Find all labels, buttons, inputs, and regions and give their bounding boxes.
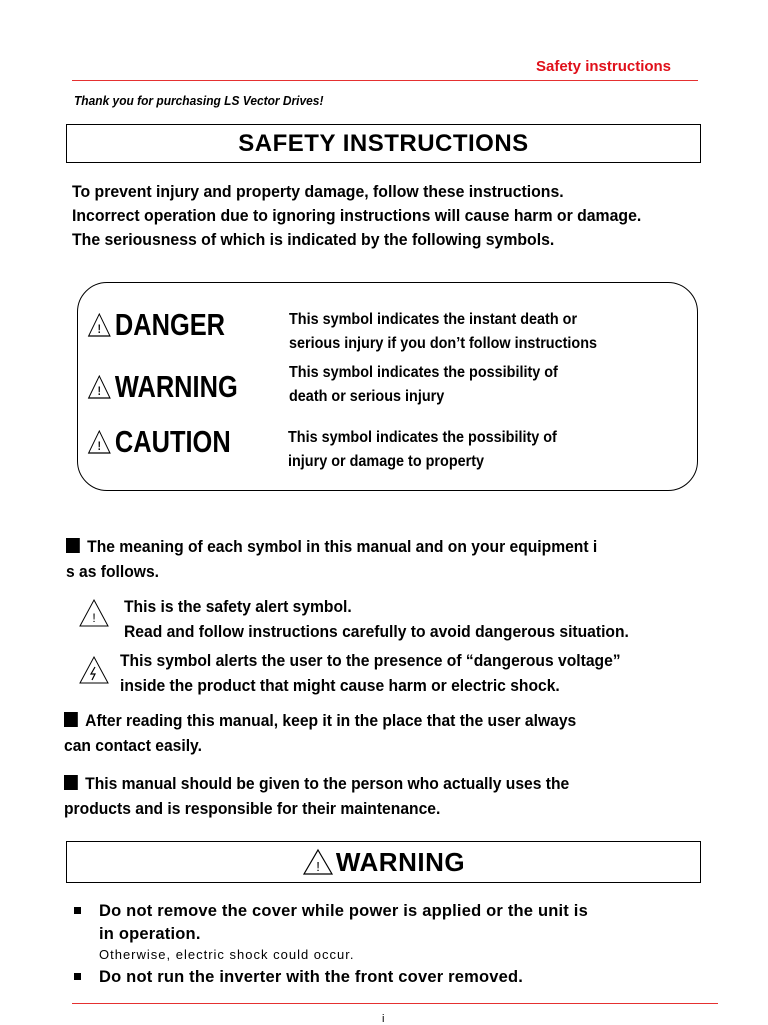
caution-label: CAUTION xyxy=(114,424,231,459)
description-line: This symbol indicates the possibility of xyxy=(288,429,557,446)
description-line: This symbol alerts the user to the presence of “dangerous voltage” xyxy=(120,651,621,670)
intro-line: To prevent injury and property damage, follow these instructions. xyxy=(72,182,564,201)
page-title: SAFETY INSTRUCTIONS xyxy=(238,129,529,157)
square-bullet-icon xyxy=(64,712,78,727)
warning-description xyxy=(289,361,558,409)
bullet-text: Do not run the inverter with the front cover removed. xyxy=(99,968,524,986)
warning-triangle-icon xyxy=(302,848,334,876)
intro-text xyxy=(72,180,641,252)
bullet-line xyxy=(74,902,588,921)
paragraph-line: products and is responsible for their maintenance. xyxy=(64,799,441,818)
high-voltage-description xyxy=(120,648,621,698)
caution-description xyxy=(288,426,557,474)
warning-label: WARNING xyxy=(114,369,238,404)
danger-signal xyxy=(87,307,225,343)
bullet-line: in operation. xyxy=(99,925,201,943)
danger-description xyxy=(289,308,597,356)
paragraph-text: This manual should be given to the person who actually uses the xyxy=(85,774,570,793)
square-bullet-icon xyxy=(66,538,80,553)
safety-alert-icon xyxy=(78,598,110,628)
warning-triangle-icon xyxy=(87,374,112,400)
warning-item xyxy=(74,902,588,944)
bullet-icon xyxy=(74,973,81,980)
intro-line: Incorrect operation due to ignoring instructions will cause harm or damage. xyxy=(72,206,642,225)
description-line: death or serious injury xyxy=(289,388,445,405)
description-line: serious injury if you don’t follow instructions xyxy=(289,335,598,352)
paragraph-line: can contact easily. xyxy=(64,736,202,755)
header-rule xyxy=(72,80,698,81)
paragraph-text: After reading this manual, keep it in the place that the user always xyxy=(85,711,577,730)
bullet-icon xyxy=(74,907,81,914)
symbol-meaning-paragraph xyxy=(66,534,715,584)
warning-triangle-icon xyxy=(87,429,112,455)
warning-triangle-icon xyxy=(87,312,112,338)
description-line: injury or damage to property xyxy=(288,453,485,470)
square-bullet-icon xyxy=(64,775,78,790)
warning-signal xyxy=(87,369,238,405)
svg-text:!: ! xyxy=(97,323,101,337)
page-number: i xyxy=(382,1013,385,1025)
warning-heading-box xyxy=(66,841,701,883)
thank-you-note: Thank you for purchasing LS Vector Drives! xyxy=(74,93,324,108)
paragraph-line: s as follows. xyxy=(66,562,160,581)
description-line: This symbol indicates the possibility of xyxy=(289,364,558,381)
danger-label: DANGER xyxy=(114,307,226,342)
bullet-line xyxy=(74,968,523,987)
page-title-box xyxy=(66,124,701,163)
warning-item xyxy=(74,968,523,987)
high-voltage-icon xyxy=(78,655,110,685)
footer-rule xyxy=(72,1003,718,1004)
svg-text:!: ! xyxy=(92,611,96,625)
description-line: Read and follow instructions carefully to avoid dangerous situation. xyxy=(124,622,629,641)
caution-signal xyxy=(87,424,231,460)
warning-heading: WARNING xyxy=(335,846,466,877)
safety-alert-description xyxy=(124,594,629,644)
svg-text:!: ! xyxy=(97,385,101,399)
warning-note: Otherwise, electric shock could occur. xyxy=(99,947,355,962)
description-line: This is the safety alert symbol. xyxy=(124,597,352,616)
paragraph-line xyxy=(66,534,715,559)
intro-line: The seriousness of which is indicated by the following symbols. xyxy=(72,230,555,249)
paragraph-line xyxy=(64,708,576,733)
description-line: inside the product that might cause harm or electric shock. xyxy=(120,676,560,695)
paragraph-line xyxy=(64,771,569,796)
section-header: Safety instructions xyxy=(536,58,672,75)
svg-text:!: ! xyxy=(97,440,101,454)
bullet-text: Do not remove the cover while power is applied or the unit is xyxy=(99,902,588,920)
give-manual-paragraph xyxy=(64,771,569,821)
keep-manual-paragraph xyxy=(64,708,576,758)
description-line: This symbol indicates the instant death or xyxy=(289,311,578,328)
paragraph-text: The meaning of each symbol in this manual and on your equipment i xyxy=(87,537,598,556)
svg-text:!: ! xyxy=(316,859,320,874)
